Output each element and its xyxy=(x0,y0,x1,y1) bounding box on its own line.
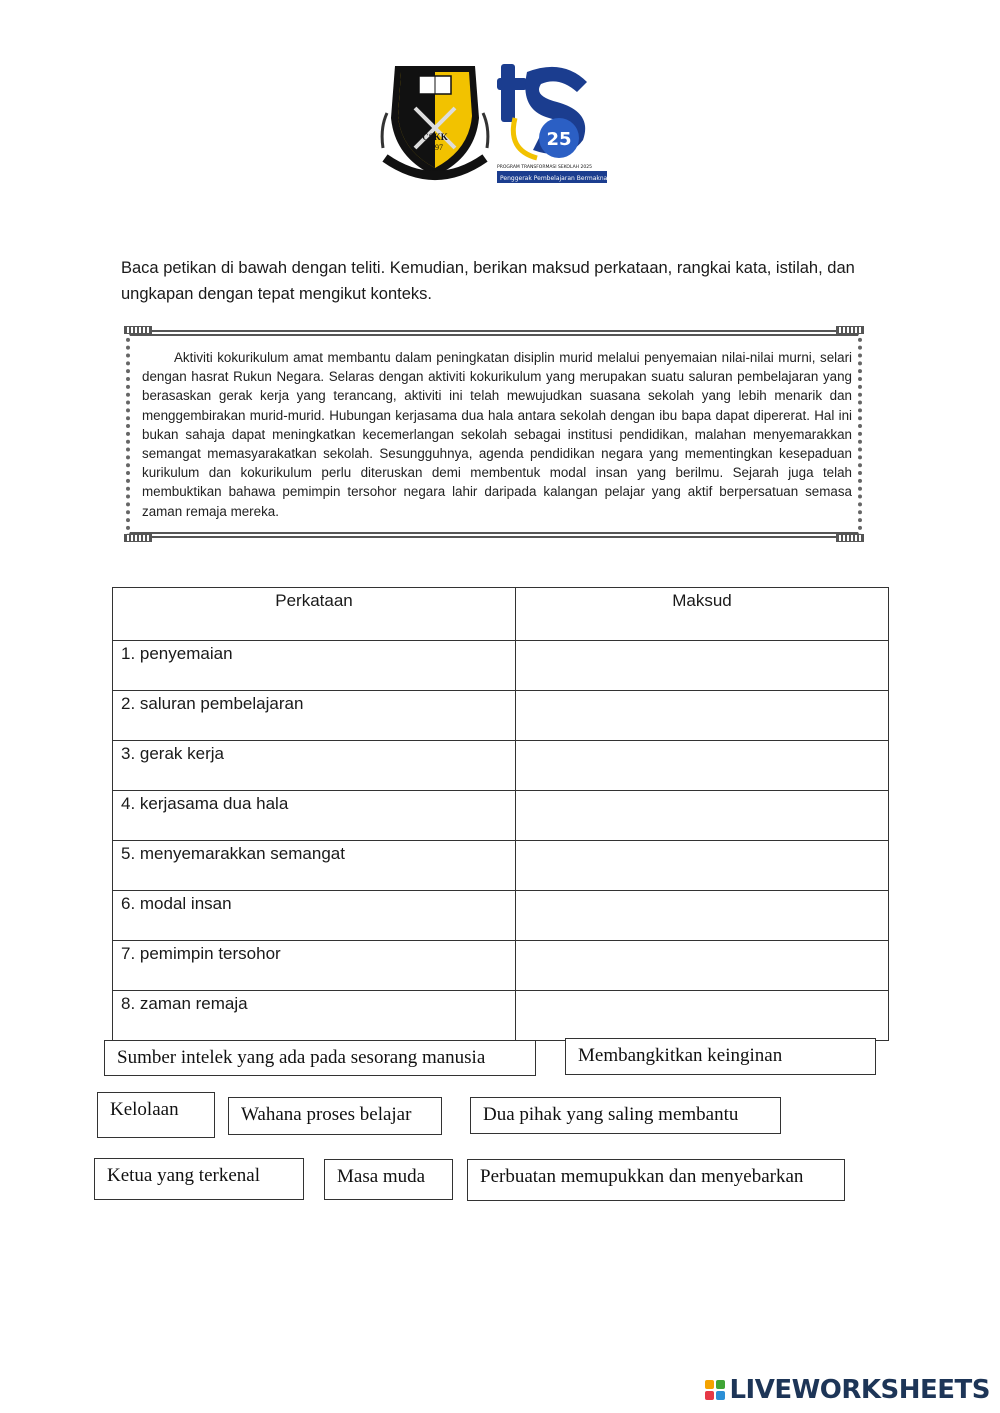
answer-drop-zone[interactable] xyxy=(516,841,889,891)
table-row xyxy=(113,841,889,891)
table-header-row xyxy=(113,588,889,641)
answer-chip-wahana-proses-belajar[interactable]: Wahana proses belajar xyxy=(228,1097,442,1135)
ts25-logo xyxy=(497,64,608,183)
brand-square xyxy=(705,1391,714,1400)
word-cell: 5. menyemarakkan semangat xyxy=(113,841,516,891)
answer-drop-zone[interactable] xyxy=(516,941,889,991)
word-cell: 3. gerak kerja xyxy=(113,741,516,791)
svg-text:CSKK: CSKK xyxy=(422,132,448,142)
word-cell: 2. saluran pembelajaran xyxy=(113,691,516,741)
answer-drop-zone[interactable] xyxy=(516,991,889,1041)
answer-drop-zone[interactable] xyxy=(516,741,889,791)
passage-corner-ornament xyxy=(124,326,152,334)
reading-passage-box xyxy=(126,330,862,538)
answer-chip-masa-muda[interactable]: Masa muda xyxy=(324,1159,453,1200)
answer-drop-zone[interactable] xyxy=(516,691,889,741)
svg-text:Penggerak Pembelajaran Bermakn: Penggerak Pembelajaran Bermakna xyxy=(500,175,608,182)
liveworksheets-brand xyxy=(705,1375,990,1405)
table-row xyxy=(113,941,889,991)
word-cell: 4. kerjasama dua hala xyxy=(113,791,516,841)
table-row xyxy=(113,791,889,841)
answer-drop-zone[interactable] xyxy=(516,791,889,841)
brand-wordmark: LIVEWORKSHEETS xyxy=(729,1375,990,1405)
answer-drop-zone[interactable] xyxy=(516,641,889,691)
answer-chip-kelolaan[interactable]: Kelolaan xyxy=(97,1092,215,1138)
svg-text:PROGRAM TRANSFORMASI SEKOLAH 2: PROGRAM TRANSFORMASI SEKOLAH 2025 xyxy=(497,165,592,170)
table-row xyxy=(113,741,889,791)
vocabulary-table xyxy=(112,587,889,1041)
passage-text: Aktiviti kokurikulum amat membantu dalam peningkatan disiplin murid melalui penyemaian nilai-nilai murni, selari dengan hasrat Rukun Negara. Selaras dengan aktiviti kokurikulum yang merupakan suatu saluran pembelajaran yang berasaskan gerak kerja yang terancang, aktiviti ini telah mewujudkan suasana sekolah yang lebih menarik dan menggembirakan murid-murid. Hubungan kerjasama dua hala antara sekolah dengan ibu bapa dapat dipererat. Hal ini bukan sahaja dapat meningkatkan kecemerlangan sekolah sebagai institusi pendidikan, malahan menyemarakkan semangat memasyarakatkan sekolah. Sesungguhnya, agenda pendidikan negara yang mementingkan kesepaduan kurikulum dan kokurikulum perlu diteruskan demi membentuk modal insan yang berilmu. Sejarah juga telah membuktikan bahawa pemimpin tersohor negara lahir daripada kalangan pelajar yang aktif berpersatuan semasa zaman remaja mereka. xyxy=(142,350,852,519)
answer-chip-dua-pihak[interactable]: Dua pihak yang saling membantu xyxy=(470,1097,781,1134)
svg-text:25: 25 xyxy=(546,129,572,150)
liveworksheets-logo-icon xyxy=(705,1380,725,1400)
word-cell: 1. penyemaian xyxy=(113,641,516,691)
passage-corner-ornament xyxy=(836,534,864,542)
word-cell: 6. modal insan xyxy=(113,891,516,941)
header-perkataan: Perkataan xyxy=(113,588,516,641)
school-crest-logo xyxy=(382,66,488,176)
brand-square xyxy=(716,1391,725,1400)
brand-square xyxy=(716,1380,725,1389)
passage-corner-ornament xyxy=(836,326,864,334)
school-logos xyxy=(375,58,615,188)
table-row xyxy=(113,641,889,691)
instructions-text: Baca petikan di bawah dengan teliti. Kemudian, berikan maksud perkataan, rangkai kata, istilah, dan ungkapan dengan tepat mengikut konteks. xyxy=(121,259,855,303)
answer-chip-perbuatan-memupukkan[interactable]: Perbuatan memupukkan dan menyebarkan xyxy=(467,1159,845,1201)
answer-chip-membangkitkan-keinginan[interactable]: Membangkitkan keinginan xyxy=(565,1038,876,1075)
answer-chip-sumber-intelek[interactable]: Sumber intelek yang ada pada sesorang manusia xyxy=(104,1040,536,1076)
brand-square xyxy=(705,1380,714,1389)
word-cell: 7. pemimpin tersohor xyxy=(113,941,516,991)
word-cell: 8. zaman remaja xyxy=(113,991,516,1041)
answer-chip-ketua-terkenal[interactable]: Ketua yang terkenal xyxy=(94,1158,304,1200)
table-row xyxy=(113,891,889,941)
table-row xyxy=(113,691,889,741)
header-logos xyxy=(375,58,615,188)
svg-text:1897: 1897 xyxy=(427,143,443,152)
answer-drop-zone[interactable] xyxy=(516,891,889,941)
header-maksud: Maksud xyxy=(516,588,889,641)
table-row xyxy=(113,991,889,1041)
passage-corner-ornament xyxy=(124,534,152,542)
